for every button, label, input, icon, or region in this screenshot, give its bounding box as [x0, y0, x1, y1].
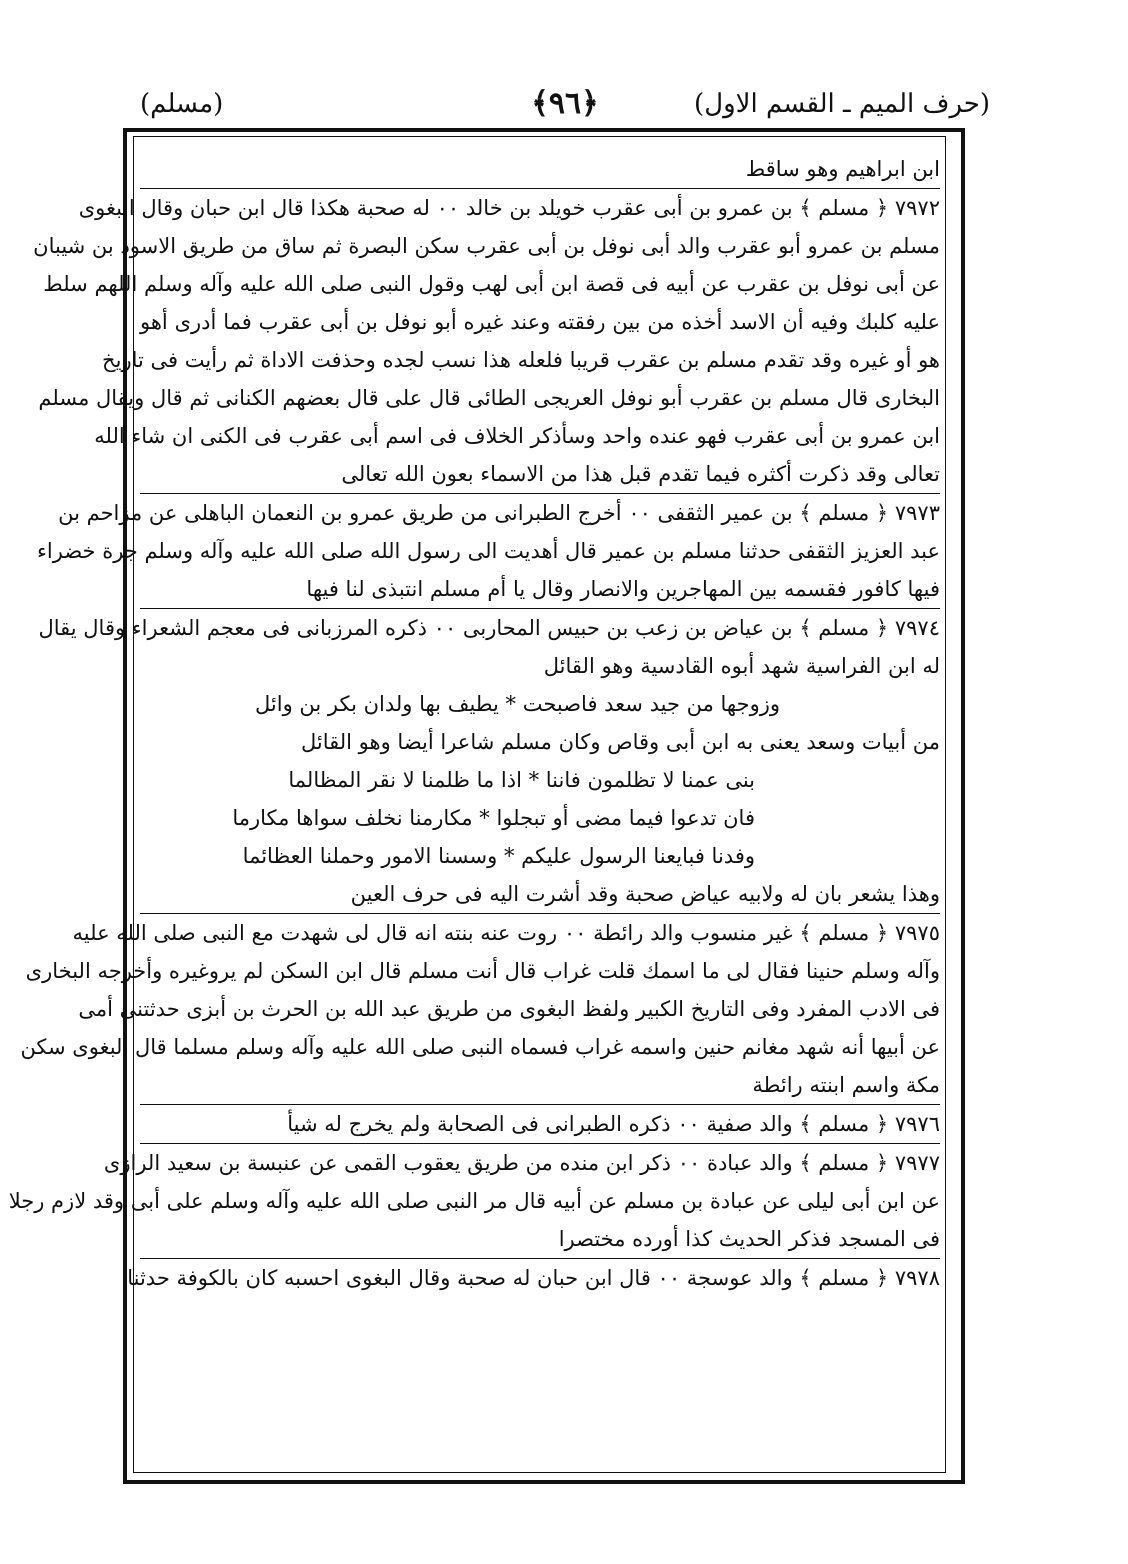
- text-line: فى المسجد فذكر الحديث كذا أورده مختصرا: [140, 1220, 940, 1259]
- running-entry-name: (مسلم): [140, 89, 224, 119]
- text-line: له ابن الفراسية شهد أبوه القادسية وهو القائل: [543, 654, 940, 678]
- text-line: مسلم بن عمرو أبو عقرب والد أبى نوفل بن أبى عقرب سكن البصرة ثم ساق من طريق الاسود بن شيبان: [33, 234, 940, 258]
- text-line: ابن ابراهيم وهو ساقط: [140, 150, 940, 189]
- text-line: ٧٩٧٤ ﴿ مسلم ﴾ بن عياض بن زعب بن حبيس المحاربى ٠٠ ذكره المرزبانى فى معجم الشعراء وقال يقال: [38, 616, 940, 640]
- text-line: وآله وسلم حنينا فقال لى ما اسمك قلت غراب قال أنت مسلم قال ابن السكن لم يروغيره وأخرجه البخارى: [25, 959, 940, 983]
- page-header: [140, 80, 990, 130]
- poem-verse: فان تدعوا فيما مضى أو تبجلوا * مكارمنا نخلف سواها مكارما: [232, 806, 755, 830]
- text-line: ٧٩٧٧ ﴿ مسلم ﴾ والد عبادة ٠٠ ذكر ابن منده من طريق يعقوب القمى عن عنبسة بن سعيد الرازى: [103, 1151, 940, 1175]
- text-line: عن أبى نوفل بن عقرب عن أبيه فى قصة ابن أبى لهب وقول النبى صلى الله عليه وآله وسلم اللهم سلط: [43, 272, 940, 296]
- text-line: مكة واسم ابنته رائطة: [140, 1066, 940, 1105]
- section-title: (حرف الميم ـ القسم الاول): [694, 89, 990, 119]
- text-line: عن ابن أبى ليلى عن عبادة بن مسلم عن أبيه قال مر النبى صلى الله عليه وآله وسلم على أبى وقد لازم رجلا: [8, 1189, 940, 1213]
- text-line: ابن عمرو بن أبى عقرب فهو عنده واحد وسأذكر الخلاف فى اسم أبى عقرب فى الكنى ان شاء الله: [94, 424, 940, 448]
- page-number: ﴿٩٦﴾: [531, 86, 599, 121]
- text-line: البخارى قال مسلم بن عقرب أبو نوفل العريجى الطائى قال على قال بعضهم الكنانى ثم قال ويقال مسلم: [38, 386, 940, 410]
- text-line: عبد العزيز الثقفى حدثنا مسلم بن عمير قال أهديت الى رسول الله صلى الله عليه وآله وسلم جرة خضراء: [37, 539, 940, 563]
- text-line: فى الادب المفرد وفى التاريخ الكبير ولفظ البغوى من طريق عبد الله بن الحرث بن أبزى حدثتنى أمى: [78, 997, 940, 1021]
- page-body: [8, 150, 940, 1297]
- text-line: ٧٩٧٣ ﴿ مسلم ﴾ بن عمير الثقفى ٠٠ أخرج الطبرانى من طريق عمرو بن النعمان الباهلى عن مزاحم بن: [58, 501, 940, 525]
- poem-verse: بنى عمنا لا تظلمون فاننا * اذا ما ظلمنا لا نقر المظالما: [288, 768, 755, 792]
- text-line: فيها كافور فقسمه بين المهاجرين والانصار وقال يا أم مسلم انتبذى لنا فيها: [140, 570, 940, 609]
- text-line: من أبيات وسعد يعنى به ابن أبى وقاص وكان مسلم شاعرا أيضا وهو القائل: [301, 730, 940, 754]
- text-line: تعالى وقد ذكرت أكثره فيما تقدم قبل هذا من الاسماء بعون الله تعالى: [140, 455, 940, 494]
- poem-verse: وزوجها من جيد سعد فاصبحت * يطيف بها ولدان بكر بن وائل: [255, 692, 780, 716]
- text-line: هو أو غيره وقد تقدم مسلم بن عقرب قريبا فلعله هذا نسب لجده وحذفت الاداة ثم رأيت فى تاريخ: [102, 348, 940, 372]
- text-line: ٧٩٧٥ ﴿ مسلم ﴾ غير منسوب والد رائطة ٠٠ روت عنه بنته انه قال لى شهدت مع النبى صلى الله عليه: [72, 921, 940, 945]
- text-line: عليه كلبك وفيه أن الاسد أخذه من بين رفقته وعند غيره أبو نوفل بن أبى عقرب فما أدرى أهو: [140, 310, 940, 334]
- text-line: ٧٩٧٦ ﴿ مسلم ﴾ والد صفية ٠٠ ذكره الطبرانى فى الصحابة ولم يخرج له شيأ: [140, 1105, 940, 1144]
- poem-verse: وفدنا فبايعنا الرسول عليكم * وسسنا الامور وحملنا العظائما: [242, 844, 755, 868]
- text-line: عن أبيها أنه شهد مغانم حنين واسمه غراب فسماه النبى صلى الله عليه وآله وسلم مسلما قال البغوى سكن: [20, 1035, 940, 1059]
- text-line: ٧٩٧٢ ﴿ مسلم ﴾ بن عمرو بن أبى عقرب خويلد بن خالد ٠٠ له صحبة هكذا قال ابن حبان وقال البغوى: [78, 196, 940, 220]
- text-line: ٧٩٧٨ ﴿ مسلم ﴾ والد عوسجة ٠٠ قال ابن حبان له صحبة وقال البغوى احسبه كان بالكوفة حدثنا: [127, 1266, 940, 1290]
- text-line: وهذا يشعر بان له ولابيه عياض صحبة وقد أشرت اليه فى حرف العين: [140, 875, 940, 914]
